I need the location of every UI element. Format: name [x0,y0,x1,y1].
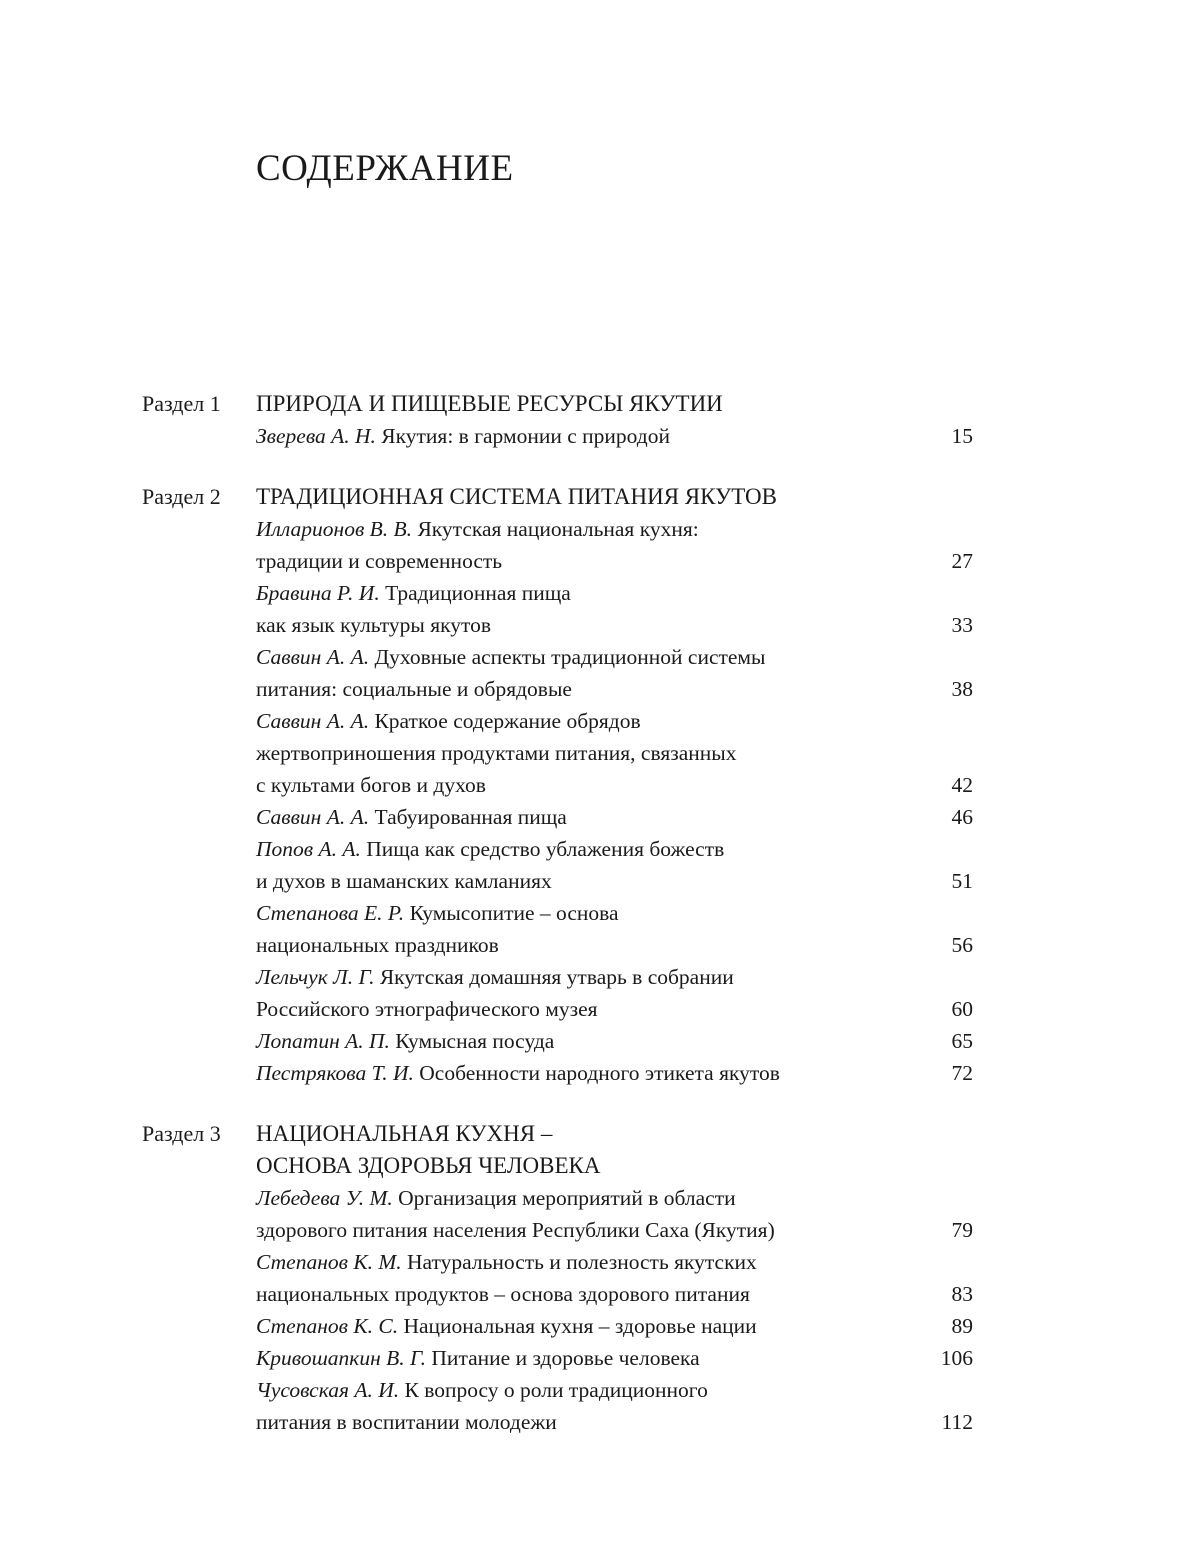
entry-author: Саввин А. А. [256,709,370,733]
entry-line [256,1342,973,1374]
entry-line [256,513,973,545]
section-title: НАЦИОНАЛЬНАЯ КУХНЯ – [256,1121,553,1146]
entry-title-text: традиции и современность [256,549,503,573]
section-label: Раздел 2 [142,484,221,509]
entry-author: Степанов К. М. [256,1250,402,1274]
entry-line [256,1246,973,1278]
page-number: 83 [951,1282,973,1306]
entry-title-text: Натуральность и полезность якутских [407,1250,757,1274]
entry-title-text: Кумысопитие – основа [409,901,619,925]
entry-line [256,705,973,737]
toc-entry[interactable] [256,897,973,961]
entry-title-text: Якутская национальная кухня: [417,517,699,541]
page-number: 89 [951,1314,973,1338]
toc-section [0,1118,1188,1438]
section-label: Раздел 3 [142,1121,221,1146]
entry-line [256,1310,973,1342]
page-number: 112 [941,1410,973,1434]
entry-title-text: с культами богов и духов [256,773,486,797]
toc-section [0,481,1188,1089]
page-number: 42 [951,773,973,797]
section-title: ТРАДИЦИОННАЯ СИСТЕМА ПИТАНИЯ ЯКУТОВ [256,484,778,509]
section-title: ПРИРОДА И ПИЩЕВЫЕ РЕСУРСЫ ЯКУТИИ [256,391,723,416]
entry-author: Лельчук Л. Г. [256,965,375,989]
entry-title-text: питания: социальные и обрядовые [256,677,572,701]
entry-author: Саввин А. А. [256,645,370,669]
entry-line [256,545,973,577]
entry-line [256,420,973,452]
page-number: 79 [951,1218,973,1242]
page-number: 106 [940,1346,973,1370]
entry-line [256,1214,973,1246]
toc-entry[interactable] [256,1025,973,1057]
entry-title-text: Российского этнографического музея [256,997,598,1021]
entry-title-text: Национальная кухня – здоровье нации [403,1314,757,1338]
entry-author: Попов А. А. [256,837,361,861]
entry-author: Лебедева У. М. [256,1186,393,1210]
entry-title-text: Кумысная посуда [395,1029,555,1053]
toc-entry[interactable] [256,577,973,641]
entry-title-text: здорового питания населения Республики Саха (Якутия) [256,1218,775,1242]
toc-entry[interactable] [256,641,973,705]
section-label: Раздел 1 [142,391,221,416]
page-number: 72 [951,1061,973,1085]
page-number: 56 [951,933,973,957]
entry-line [256,641,973,673]
entry-title-text: национальных праздников [256,933,499,957]
page-number: 60 [951,997,973,1021]
entry-title-text: Духовные аспекты традиционной системы [374,645,766,669]
toc-entry[interactable] [256,961,973,1025]
entry-line [256,1025,973,1057]
entry-title-text: и духов в шаманских камланиях [256,869,552,893]
toc-section [0,388,1188,452]
entry-line [256,1374,973,1406]
entry-title-text: питания в воспитании молодежи [256,1410,557,1434]
table-of-contents [0,388,1188,1467]
toc-entry[interactable] [256,1310,973,1342]
entry-author: Кривошапкин В. Г. [256,1346,427,1370]
entry-title-text: Якутия: в гармонии с природой [381,424,670,448]
entry-title-text: Краткое содержание обрядов [374,709,641,733]
toc-entry[interactable] [256,1342,973,1374]
section-title: ОСНОВА ЗДОРОВЬЯ ЧЕЛОВЕКА [256,1153,601,1178]
entry-title-text: Табуированная пища [374,805,567,829]
entry-line [256,801,973,833]
entry-line [256,993,973,1025]
entry-author: Зверева А. Н. [256,424,376,448]
entry-title-text: Традиционная пища [385,581,571,605]
entry-title-text: К вопросу о роли традиционного [404,1378,708,1402]
toc-entry[interactable] [256,1182,973,1246]
entry-author: Пестрякова Т. И. [256,1061,414,1085]
entry-line [256,1182,973,1214]
entry-title-text: национальных продуктов – основа здорового питания [256,1282,750,1306]
page-number: 15 [951,424,973,448]
page-number: 27 [951,549,973,573]
entry-line [256,1278,973,1310]
entry-line [256,577,973,609]
entry-title-text: Пища как средство ублажения божеств [366,837,725,861]
toc-entry[interactable] [256,801,973,833]
entry-line [256,737,973,769]
entry-title-text: Особенности народного этикета якутов [419,1061,780,1085]
entry-author: Чусовская А. И. [256,1378,400,1402]
page-number: 38 [951,677,973,701]
page-number: 65 [951,1029,973,1053]
entry-author: Саввин А. А. [256,805,370,829]
toc-entry[interactable] [256,833,973,897]
entry-line [256,929,973,961]
page-number: 51 [951,869,973,893]
entry-title-text: Организация мероприятий в области [398,1186,736,1210]
toc-entry[interactable] [256,1057,973,1089]
entry-author: Илларионов В. В. [256,517,413,541]
entry-line [256,673,973,705]
entry-title-text: жертвоприношения продуктами питания, связанных [256,741,737,765]
entry-line [256,961,973,993]
entry-line [256,1406,973,1438]
entry-author: Степанов К. С. [256,1314,399,1338]
entry-line [256,609,973,641]
entry-line [256,769,973,801]
entry-line [256,1057,973,1089]
page-number: 46 [951,805,973,829]
entry-author: Бравина Р. И. [256,581,380,605]
toc-entry[interactable] [256,420,973,452]
entry-author: Лопатин А. П. [256,1029,390,1053]
entry-title-text: Якутская домашняя утварь в собрании [379,965,734,989]
toc-entry[interactable] [256,705,973,801]
entry-line [256,865,973,897]
toc-entry[interactable] [256,1374,973,1438]
entry-line [256,833,973,865]
toc-entry[interactable] [256,1246,973,1310]
entry-line [256,897,973,929]
entry-title-text: как язык культуры якутов [256,613,492,637]
page-title: СОДЕРЖАНИЕ [256,148,514,189]
entry-title-text: Питание и здоровье человека [431,1346,700,1370]
toc-entry[interactable] [256,513,973,577]
entry-author: Степанова Е. Р. [256,901,405,925]
page-number: 33 [951,613,973,637]
